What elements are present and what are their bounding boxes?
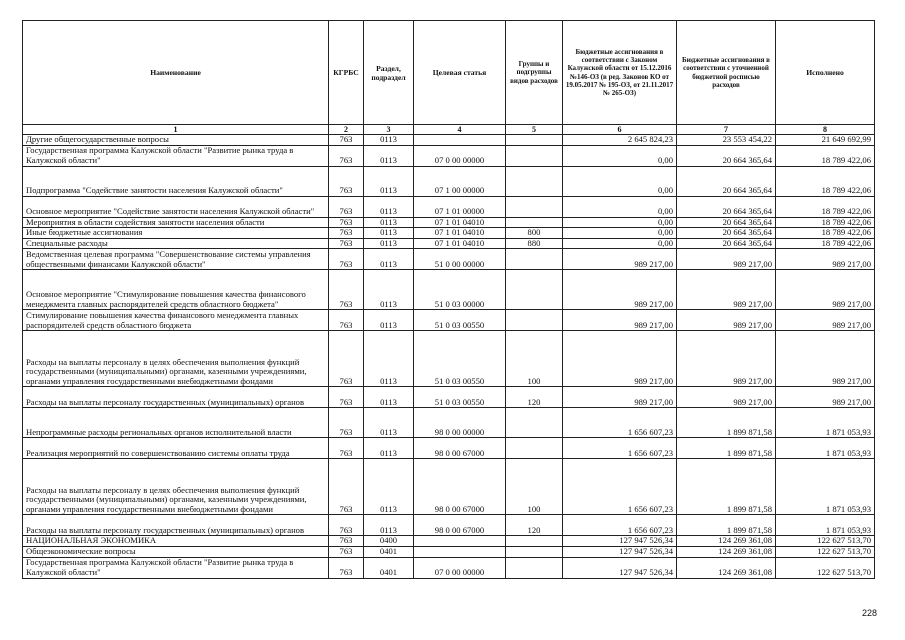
row-section: 0113	[364, 196, 414, 217]
row-law-amount: 0,00	[563, 217, 677, 228]
column-number: 3	[364, 125, 414, 135]
row-section: 0113	[364, 238, 414, 249]
row-section: 0113	[364, 310, 414, 331]
row-section: 0113	[364, 228, 414, 239]
row-law-amount: 989 217,00	[563, 387, 677, 408]
row-group: 800	[506, 228, 563, 239]
column-number: 8	[776, 125, 875, 135]
table-body	[23, 135, 875, 579]
column-number: 4	[414, 125, 506, 135]
table-row	[23, 459, 875, 515]
row-list-amount: 989 217,00	[677, 310, 776, 331]
table-row	[23, 438, 875, 459]
row-executed-amount: 18 789 422,06	[776, 166, 875, 196]
row-name: Расходы на выплаты персоналу государственных (муниципальных) органов	[23, 515, 329, 536]
row-kgrbs: 763	[329, 536, 364, 547]
row-kgrbs: 763	[329, 459, 364, 515]
row-list-amount: 124 269 361,08	[677, 546, 776, 557]
row-target: 07 1 01 00000	[414, 196, 506, 217]
header-section: Раздел, подраздел	[364, 21, 414, 125]
column-number: 2	[329, 125, 364, 135]
row-target: 07 1 00 00000	[414, 166, 506, 196]
row-group: 100	[506, 459, 563, 515]
row-list-amount: 20 664 365,64	[677, 217, 776, 228]
table-row	[23, 557, 875, 578]
row-name: Расходы на выплаты персоналу в целях обеспечения выполнения функций государственными (муниципальными) органами, казенными учреждениями, органами управления государственными внебюджетными фондами	[23, 459, 329, 515]
row-law-amount: 989 217,00	[563, 270, 677, 310]
row-executed-amount: 1 871 053,93	[776, 459, 875, 515]
table-row	[23, 145, 875, 166]
row-law-amount: 0,00	[563, 145, 677, 166]
row-section: 0400	[364, 536, 414, 547]
row-list-amount: 989 217,00	[677, 387, 776, 408]
row-list-amount: 1 899 871,58	[677, 438, 776, 459]
row-target: 51 0 03 00550	[414, 331, 506, 387]
table-row	[23, 270, 875, 310]
row-target	[414, 536, 506, 547]
row-section: 0401	[364, 546, 414, 557]
row-target: 98 0 00 67000	[414, 515, 506, 536]
row-target: 07 0 00 00000	[414, 145, 506, 166]
row-target	[414, 546, 506, 557]
row-target: 51 0 00 00000	[414, 249, 506, 270]
header-executed: Исполнено	[776, 21, 875, 125]
budget-table	[22, 20, 875, 579]
row-group	[506, 546, 563, 557]
row-target: 51 0 03 00550	[414, 310, 506, 331]
table-row	[23, 217, 875, 228]
table-row	[23, 196, 875, 217]
row-kgrbs: 763	[329, 546, 364, 557]
row-name: Реализация мероприятий по совершенствованию системы оплаты труда	[23, 438, 329, 459]
row-name: НАЦИОНАЛЬНАЯ ЭКОНОМИКА	[23, 536, 329, 547]
row-kgrbs: 763	[329, 438, 364, 459]
header-budget-list: Бюджетные ассигнования в соответствии с уточненной бюджетной росписью расходов	[677, 21, 776, 125]
table-row	[23, 238, 875, 249]
row-target: 98 0 00 67000	[414, 438, 506, 459]
row-section: 0113	[364, 217, 414, 228]
row-group	[506, 310, 563, 331]
row-name: Иные бюджетные ассигнования	[23, 228, 329, 239]
row-list-amount: 20 664 365,64	[677, 238, 776, 249]
row-group	[506, 166, 563, 196]
row-name: Основное мероприятие "Содействие занятости населения Калужской области"	[23, 196, 329, 217]
row-name: Подпрограмма "Содействие занятости населения Калужской области"	[23, 166, 329, 196]
row-list-amount: 1 899 871,58	[677, 459, 776, 515]
table-row	[23, 331, 875, 387]
row-list-amount: 989 217,00	[677, 270, 776, 310]
row-kgrbs: 763	[329, 270, 364, 310]
row-kgrbs: 763	[329, 135, 364, 146]
row-name: Расходы на выплаты персоналу государственных (муниципальных) органов	[23, 387, 329, 408]
row-executed-amount: 18 789 422,06	[776, 217, 875, 228]
row-law-amount: 0,00	[563, 238, 677, 249]
row-law-amount: 0,00	[563, 166, 677, 196]
row-law-amount: 0,00	[563, 228, 677, 239]
row-executed-amount: 989 217,00	[776, 270, 875, 310]
row-law-amount: 989 217,00	[563, 249, 677, 270]
row-executed-amount: 1 871 053,93	[776, 438, 875, 459]
row-executed-amount: 989 217,00	[776, 310, 875, 331]
row-section: 0113	[364, 331, 414, 387]
column-number: 1	[23, 125, 329, 135]
row-group	[506, 196, 563, 217]
row-kgrbs: 763	[329, 238, 364, 249]
row-list-amount: 23 553 454,22	[677, 135, 776, 146]
row-list-amount: 124 269 361,08	[677, 536, 776, 547]
row-section: 0113	[364, 387, 414, 408]
row-list-amount: 20 664 365,64	[677, 166, 776, 196]
row-target: 07 1 01 04010	[414, 217, 506, 228]
row-name: Расходы на выплаты персоналу в целях обеспечения выполнения функций государственными (муниципальными) органами, казенными учреждениями, органами управления государственными внебюджетными фондами	[23, 331, 329, 387]
header-target: Целевая статья	[414, 21, 506, 125]
row-group	[506, 438, 563, 459]
row-target: 07 1 01 04010	[414, 228, 506, 239]
row-executed-amount: 122 627 513,70	[776, 536, 875, 547]
table-row	[23, 135, 875, 146]
row-list-amount: 1 899 871,58	[677, 408, 776, 438]
row-name: Государственная программа Калужской области "Развитие рынка труда в Калужской области"	[23, 145, 329, 166]
row-kgrbs: 763	[329, 331, 364, 387]
row-executed-amount: 18 789 422,06	[776, 196, 875, 217]
row-executed-amount: 21 649 692,99	[776, 135, 875, 146]
row-section: 0113	[364, 438, 414, 459]
row-section: 0113	[364, 145, 414, 166]
row-executed-amount: 18 789 422,06	[776, 228, 875, 239]
row-kgrbs: 763	[329, 387, 364, 408]
header-kgrbs: КГРБС	[329, 21, 364, 125]
table-row	[23, 228, 875, 239]
column-number: 5	[506, 125, 563, 135]
row-target: 51 0 03 00000	[414, 270, 506, 310]
row-section: 0113	[364, 459, 414, 515]
header-name: Наименование	[23, 21, 329, 125]
row-executed-amount: 122 627 513,70	[776, 546, 875, 557]
row-list-amount: 20 664 365,64	[677, 196, 776, 217]
row-kgrbs: 763	[329, 166, 364, 196]
column-number-row	[23, 125, 875, 135]
header-law-assignments: Бюджетные ассигнования в соответствии с Законом Калужской области от 15.12.2016 №146-ОЗ (в ред. Законов КО от 19.05.2017 № 195-ОЗ, от 21.11.2017 № 265-ОЗ)	[563, 21, 677, 125]
row-group	[506, 536, 563, 547]
row-law-amount: 1 656 607,23	[563, 408, 677, 438]
table-row	[23, 408, 875, 438]
row-law-amount: 1 656 607,23	[563, 459, 677, 515]
row-section: 0113	[364, 408, 414, 438]
row-name: Мероприятия в области содействия занятости населения области	[23, 217, 329, 228]
row-list-amount: 1 899 871,58	[677, 515, 776, 536]
row-law-amount: 0,00	[563, 196, 677, 217]
table-row	[23, 536, 875, 547]
row-kgrbs: 763	[329, 145, 364, 166]
row-executed-amount: 1 871 053,93	[776, 515, 875, 536]
row-target: 98 0 00 67000	[414, 459, 506, 515]
row-list-amount: 20 664 365,64	[677, 145, 776, 166]
row-group: 880	[506, 238, 563, 249]
row-section: 0113	[364, 270, 414, 310]
row-law-amount: 989 217,00	[563, 331, 677, 387]
row-name: Специальные расходы	[23, 238, 329, 249]
table-row	[23, 166, 875, 196]
row-law-amount: 1 656 607,23	[563, 438, 677, 459]
row-name: Ведомственная целевая программа "Совершенствование системы управления общественными финансами Калужской области"	[23, 249, 329, 270]
row-section: 0401	[364, 557, 414, 578]
row-section: 0113	[364, 135, 414, 146]
row-list-amount: 989 217,00	[677, 331, 776, 387]
row-kgrbs: 763	[329, 249, 364, 270]
row-law-amount: 2 645 824,23	[563, 135, 677, 146]
row-executed-amount: 18 789 422,06	[776, 238, 875, 249]
row-kgrbs: 763	[329, 228, 364, 239]
row-target: 98 0 00 00000	[414, 408, 506, 438]
row-executed-amount: 989 217,00	[776, 387, 875, 408]
row-name: Другие общегосударственные вопросы	[23, 135, 329, 146]
row-kgrbs: 763	[329, 310, 364, 331]
row-executed-amount: 18 789 422,06	[776, 145, 875, 166]
table-row	[23, 546, 875, 557]
row-name: Основное мероприятие "Стимулирование повышения качества финансового менеджмента главных распорядителей средств областного бюджета"	[23, 270, 329, 310]
row-kgrbs: 763	[329, 408, 364, 438]
row-target: 07 0 00 00000	[414, 557, 506, 578]
row-group: 100	[506, 331, 563, 387]
row-law-amount: 1 656 607,23	[563, 515, 677, 536]
budget-table-sheet	[22, 20, 874, 579]
page-number: 228	[862, 608, 878, 618]
table-row	[23, 310, 875, 331]
column-number: 7	[677, 125, 776, 135]
header-row	[23, 21, 875, 125]
row-list-amount: 124 269 361,08	[677, 557, 776, 578]
row-group	[506, 249, 563, 270]
row-executed-amount: 989 217,00	[776, 331, 875, 387]
row-group	[506, 145, 563, 166]
header-groups: Группы и подгруппы видов расходов	[506, 21, 563, 125]
row-executed-amount: 1 871 053,93	[776, 408, 875, 438]
row-list-amount: 989 217,00	[677, 249, 776, 270]
row-group	[506, 557, 563, 578]
row-law-amount: 127 947 526,34	[563, 546, 677, 557]
row-group	[506, 270, 563, 310]
row-name: Непрограммные расходы региональных органов исполнительной власти	[23, 408, 329, 438]
row-target: 51 0 03 00550	[414, 387, 506, 408]
row-group	[506, 217, 563, 228]
table-row	[23, 515, 875, 536]
row-group	[506, 408, 563, 438]
row-target	[414, 135, 506, 146]
row-executed-amount: 122 627 513,70	[776, 557, 875, 578]
row-law-amount: 127 947 526,34	[563, 557, 677, 578]
row-list-amount: 20 664 365,64	[677, 228, 776, 239]
row-group	[506, 135, 563, 146]
row-section: 0113	[364, 166, 414, 196]
row-kgrbs: 763	[329, 557, 364, 578]
row-group: 120	[506, 387, 563, 408]
row-kgrbs: 763	[329, 217, 364, 228]
row-name: Государственная программа Калужской области "Развитие рынка труда в Калужской области"	[23, 557, 329, 578]
column-number: 6	[563, 125, 677, 135]
row-kgrbs: 763	[329, 196, 364, 217]
table-row	[23, 249, 875, 270]
row-section: 0113	[364, 515, 414, 536]
table-row	[23, 387, 875, 408]
row-name: Общеэкономические вопросы	[23, 546, 329, 557]
row-group: 120	[506, 515, 563, 536]
row-law-amount: 989 217,00	[563, 310, 677, 331]
row-law-amount: 127 947 526,34	[563, 536, 677, 547]
row-target: 07 1 01 04010	[414, 238, 506, 249]
row-name: Стимулирование повышения качества финансового менеджмента главных распорядителей средств областного бюджета	[23, 310, 329, 331]
row-section: 0113	[364, 249, 414, 270]
row-executed-amount: 989 217,00	[776, 249, 875, 270]
row-kgrbs: 763	[329, 515, 364, 536]
